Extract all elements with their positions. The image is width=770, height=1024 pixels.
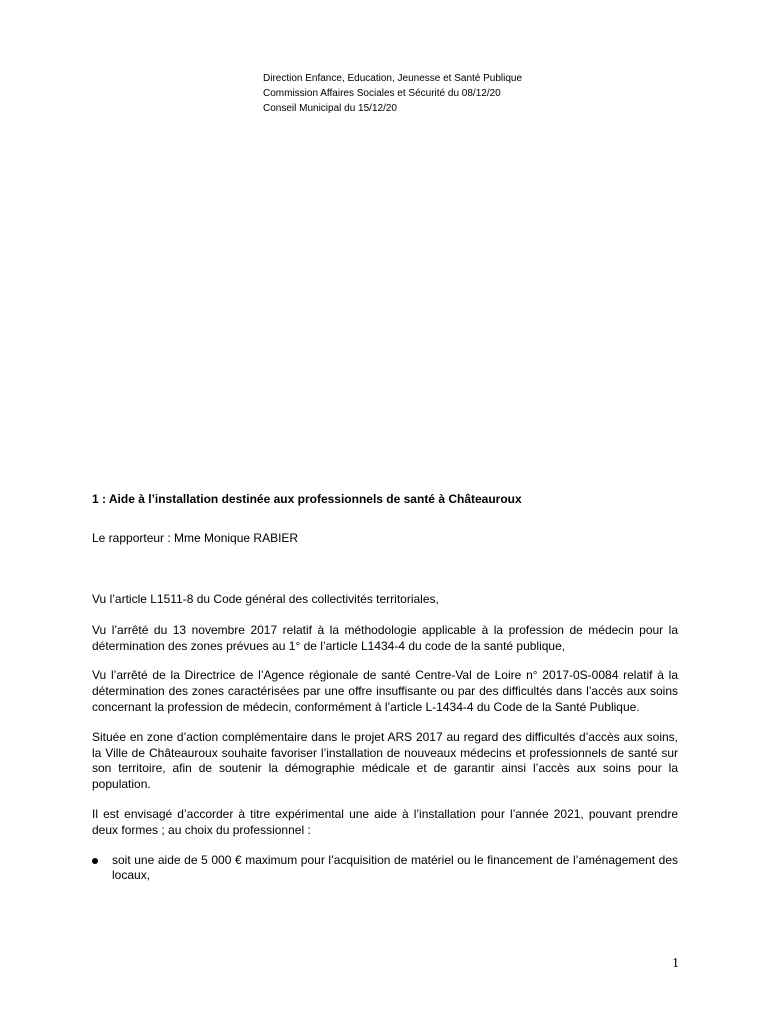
document-body — [92, 592, 678, 884]
paragraph-aide-installation: Il est envisagé d’accorder à titre expérimental une aide à l’installation pour l’année 2021, pouvant prendre deux formes ; au choix du professionnel : — [92, 806, 678, 837]
header-commission: Commission Affaires Sociales et Sécurité du 08/12/20 — [263, 88, 501, 99]
paragraph-arrete-ars: Vu l’arrêté de la Directrice de l’Agence régionale de santé Centre-Val de Loire n° 2017-0S-0084 relatif à la détermination des zones caractérisées par une offre insuffisante ou par des difficultés dans l’accès aux soins concernant la profession de médecin, conformément à l’article L-1434-4 du Code de la Santé Publique. — [92, 668, 678, 714]
document-header — [263, 71, 522, 116]
paragraph-arrete-2017: Vu l’arrêté du 13 novembre 2017 relatif à la méthodologie applicable à la profession de médecin pour la détermination des zones prévues au 1° de l’article L1434-4 du code de la santé publique, — [92, 622, 678, 653]
bullet-text: soit une aide de 5 000 € maximum pour l’acquisition de matériel ou le financement de l’aménagement des locaux, — [112, 852, 678, 883]
deliberation-title: 1 : Aide à l’installation destinée aux professionnels de santé à Châteauroux — [92, 492, 522, 506]
bullet-dot-icon — [92, 858, 98, 864]
rapporteur: Le rapporteur : Mme Monique RABIER — [92, 531, 299, 545]
page-number: 1 — [672, 956, 679, 971]
header-conseil: Conseil Municipal du 15/12/20 — [263, 103, 397, 114]
paragraph-cgct: Vu l’article L1511-8 du Code général des collectivités territoriales, — [92, 592, 439, 606]
header-direction: Direction Enfance, Education, Jeunesse et Santé Publique — [263, 73, 523, 84]
bullet-item — [92, 853, 678, 885]
paragraph-zone-action: Située en zone d’action complémentaire dans le projet ARS 2017 au regard des difficultés d’accès aux soins, la Ville de Châteauroux souhaite favoriser l’installation de nouveaux médecins et professionnels de santé sur son territoire, afin de soutenir la démographie médicale et de garantir ainsi l’accès aux soins pour la population. — [92, 729, 678, 792]
